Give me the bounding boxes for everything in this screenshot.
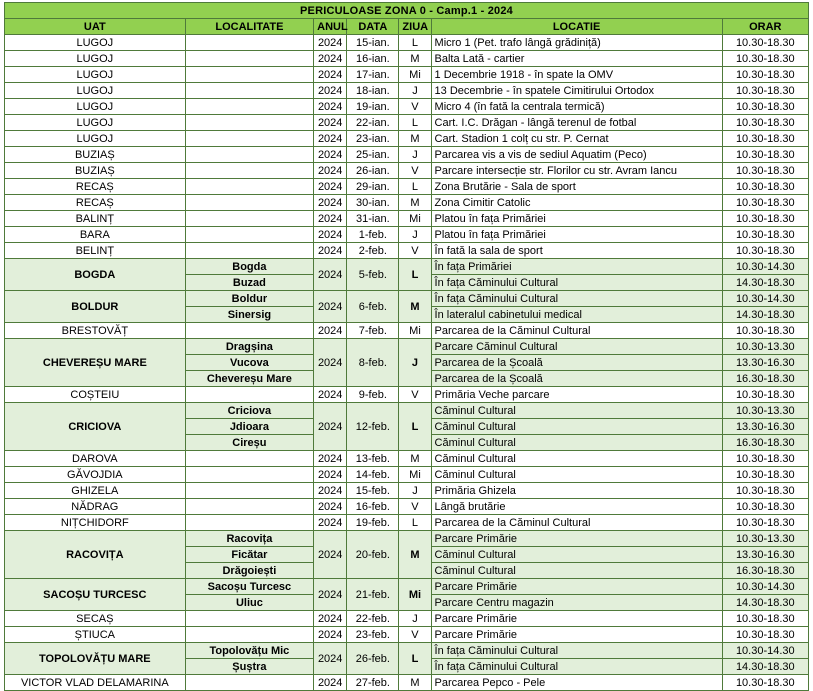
cell-ziua: L xyxy=(399,515,431,531)
cell-localitate xyxy=(185,323,313,339)
cell-localitate xyxy=(185,483,313,499)
table-row xyxy=(5,179,809,195)
cell-data: 19-ian. xyxy=(347,99,399,115)
cell-orar: 10.30-18.30 xyxy=(722,99,808,115)
cell-orar: 10.30-18.30 xyxy=(722,627,808,643)
cell-ziua: V xyxy=(399,163,431,179)
cell-orar: 10.30-18.30 xyxy=(722,515,808,531)
cell-orar: 10.30-18.30 xyxy=(722,483,808,499)
cell-ziua: M xyxy=(399,131,431,147)
cell-locatie: Platou în fața Primăriei xyxy=(431,227,722,243)
cell-data: 15-ian. xyxy=(347,35,399,51)
cell-data: 23-ian. xyxy=(347,131,399,147)
cell-uat: SACOȘU TURCESC xyxy=(5,579,186,611)
cell-ziua: V xyxy=(399,627,431,643)
cell-ziua: V xyxy=(399,499,431,515)
cell-anul: 2024 xyxy=(314,403,347,451)
table-row xyxy=(5,67,809,83)
column-header-ziua: ZIUA xyxy=(399,19,431,35)
cell-orar: 10.30-18.30 xyxy=(722,323,808,339)
cell-orar: 14.30-18.30 xyxy=(722,307,808,323)
cell-orar: 10.30-18.30 xyxy=(722,35,808,51)
cell-anul: 2024 xyxy=(314,131,347,147)
cell-orar: 10.30-18.30 xyxy=(722,179,808,195)
cell-uat: NĂDRAG xyxy=(5,499,186,515)
cell-anul: 2024 xyxy=(314,99,347,115)
cell-orar: 16.30-18.30 xyxy=(722,435,808,451)
cell-localitate xyxy=(185,179,313,195)
cell-uat: ȘTIUCA xyxy=(5,627,186,643)
cell-anul: 2024 xyxy=(314,499,347,515)
cell-anul: 2024 xyxy=(314,179,347,195)
cell-data: 18-ian. xyxy=(347,83,399,99)
title-row xyxy=(5,3,809,19)
cell-uat: CHEVEREȘU MARE xyxy=(5,339,186,387)
cell-locatie: Cart. Stadion 1 colț cu str. P. Cernat xyxy=(431,131,722,147)
cell-data: 22-feb. xyxy=(347,611,399,627)
cell-anul: 2024 xyxy=(314,227,347,243)
table-row xyxy=(5,243,809,259)
cell-orar: 10.30-18.30 xyxy=(722,147,808,163)
cell-orar: 10.30-18.30 xyxy=(722,499,808,515)
cell-orar: 10.30-18.30 xyxy=(722,611,808,627)
cell-uat: NIȚCHIDORF xyxy=(5,515,186,531)
column-header-orar: ORAR xyxy=(722,19,808,35)
cell-localitate: Șuștra xyxy=(185,659,313,675)
cell-locatie: Căminul Cultural xyxy=(431,563,722,579)
cell-locatie: Căminul Cultural xyxy=(431,467,722,483)
cell-locatie: Parcare Primărie xyxy=(431,531,722,547)
table-row xyxy=(5,115,809,131)
column-header-locatie: LOCATIE xyxy=(431,19,722,35)
cell-locatie: Căminul Cultural xyxy=(431,451,722,467)
cell-localitate xyxy=(185,131,313,147)
cell-ziua: M xyxy=(399,531,431,579)
cell-ziua: L xyxy=(399,259,431,291)
cell-ziua: J xyxy=(399,611,431,627)
cell-anul: 2024 xyxy=(314,531,347,579)
cell-localitate xyxy=(185,83,313,99)
cell-ziua: Mi xyxy=(399,323,431,339)
cell-data: 12-feb. xyxy=(347,403,399,451)
cell-localitate xyxy=(185,67,313,83)
cell-uat: BARA xyxy=(5,227,186,243)
cell-localitate xyxy=(185,467,313,483)
schedule-table xyxy=(4,2,809,691)
table-row xyxy=(5,499,809,515)
cell-anul: 2024 xyxy=(314,483,347,499)
cell-data: 7-feb. xyxy=(347,323,399,339)
cell-orar: 10.30-14.30 xyxy=(722,291,808,307)
cell-uat: BALINȚ xyxy=(5,211,186,227)
cell-uat: LUGOJ xyxy=(5,67,186,83)
cell-anul: 2024 xyxy=(314,147,347,163)
cell-anul: 2024 xyxy=(314,467,347,483)
cell-orar: 14.30-18.30 xyxy=(722,275,808,291)
cell-locatie: Primăria Ghizela xyxy=(431,483,722,499)
cell-anul: 2024 xyxy=(314,163,347,179)
cell-locatie: Primăria Veche parcare xyxy=(431,387,722,403)
cell-locatie: În fața Căminului Cultural xyxy=(431,291,722,307)
cell-orar: 10.30-13.30 xyxy=(722,403,808,419)
cell-localitate: Drăgoiești xyxy=(185,563,313,579)
cell-ziua: L xyxy=(399,643,431,675)
cell-locatie: Cart. I.C. Drăgan - lângă terenul de fotbal xyxy=(431,115,722,131)
cell-orar: 10.30-18.30 xyxy=(722,675,808,691)
cell-localitate xyxy=(185,387,313,403)
cell-localitate: Topolovățu Mic xyxy=(185,643,313,659)
cell-locatie: Parcarea de la Căminul Cultural xyxy=(431,323,722,339)
table-row xyxy=(5,51,809,67)
cell-data: 17-ian. xyxy=(347,67,399,83)
cell-ziua: M xyxy=(399,451,431,467)
table-row xyxy=(5,627,809,643)
cell-data: 22-ian. xyxy=(347,115,399,131)
cell-uat: BRESTOVĂȚ xyxy=(5,323,186,339)
cell-orar: 10.30-18.30 xyxy=(722,115,808,131)
cell-anul: 2024 xyxy=(314,387,347,403)
cell-anul: 2024 xyxy=(314,643,347,675)
cell-uat: LUGOJ xyxy=(5,99,186,115)
cell-data: 2-feb. xyxy=(347,243,399,259)
cell-localitate: Cireșu xyxy=(185,435,313,451)
cell-locatie: În fața Căminului Cultural xyxy=(431,275,722,291)
cell-anul: 2024 xyxy=(314,83,347,99)
cell-anul: 2024 xyxy=(314,211,347,227)
cell-locatie: În fată la sala de sport xyxy=(431,243,722,259)
cell-ziua: L xyxy=(399,403,431,451)
cell-data: 15-feb. xyxy=(347,483,399,499)
cell-uat: LUGOJ xyxy=(5,51,186,67)
cell-locatie: Parcarea de la Căminul Cultural xyxy=(431,515,722,531)
cell-anul: 2024 xyxy=(314,675,347,691)
cell-locatie: Parcarea Pepco - Pele xyxy=(431,675,722,691)
cell-data: 26-feb. xyxy=(347,643,399,675)
cell-uat: BUZIAȘ xyxy=(5,163,186,179)
cell-uat: BOLDUR xyxy=(5,291,186,323)
cell-orar: 10.30-18.30 xyxy=(722,451,808,467)
cell-localitate xyxy=(185,51,313,67)
cell-locatie: Parcarea de la Școală xyxy=(431,355,722,371)
cell-orar: 13.30-16.30 xyxy=(722,419,808,435)
table-row xyxy=(5,403,809,419)
cell-localitate: Uliuc xyxy=(185,595,313,611)
cell-orar: 10.30-13.30 xyxy=(722,531,808,547)
cell-uat: RECAȘ xyxy=(5,195,186,211)
cell-localitate xyxy=(185,227,313,243)
cell-uat: CRICIOVA xyxy=(5,403,186,451)
table-row xyxy=(5,227,809,243)
cell-orar: 10.30-18.30 xyxy=(722,67,808,83)
cell-orar: 10.30-18.30 xyxy=(722,83,808,99)
cell-locatie: Parcare Centru magazin xyxy=(431,595,722,611)
cell-anul: 2024 xyxy=(314,515,347,531)
cell-anul: 2024 xyxy=(314,579,347,611)
cell-locatie: Zona Cimitir Catolic xyxy=(431,195,722,211)
table-row xyxy=(5,259,809,275)
cell-locatie: Parcare Primărie xyxy=(431,579,722,595)
cell-data: 9-feb. xyxy=(347,387,399,403)
cell-uat: BOGDA xyxy=(5,259,186,291)
cell-localitate xyxy=(185,99,313,115)
cell-uat: TOPOLOVĂȚU MARE xyxy=(5,643,186,675)
cell-orar: 10.30-18.30 xyxy=(722,227,808,243)
cell-orar: 10.30-18.30 xyxy=(722,51,808,67)
cell-orar: 10.30-18.30 xyxy=(722,387,808,403)
cell-orar: 14.30-18.30 xyxy=(722,659,808,675)
table-row xyxy=(5,211,809,227)
cell-data: 21-feb. xyxy=(347,579,399,611)
cell-orar: 10.30-18.30 xyxy=(722,467,808,483)
cell-localitate xyxy=(185,243,313,259)
cell-localitate xyxy=(185,35,313,51)
cell-localitate xyxy=(185,611,313,627)
cell-data: 29-ian. xyxy=(347,179,399,195)
table-row xyxy=(5,515,809,531)
cell-localitate xyxy=(185,499,313,515)
cell-uat: LUGOJ xyxy=(5,83,186,99)
cell-ziua: L xyxy=(399,35,431,51)
table-row xyxy=(5,531,809,547)
cell-locatie: Platou în fața Primăriei xyxy=(431,211,722,227)
cell-anul: 2024 xyxy=(314,339,347,387)
cell-orar: 10.30-18.30 xyxy=(722,211,808,227)
cell-orar: 10.30-18.30 xyxy=(722,243,808,259)
cell-data: 16-ian. xyxy=(347,51,399,67)
cell-localitate: Jdioara xyxy=(185,419,313,435)
cell-uat: COȘTEIU xyxy=(5,387,186,403)
cell-locatie: 13 Decembrie - în spatele Cimitirului Ortodox xyxy=(431,83,722,99)
cell-localitate xyxy=(185,115,313,131)
cell-localitate: Chevereșu Mare xyxy=(185,371,313,387)
cell-data: 1-feb. xyxy=(347,227,399,243)
cell-ziua: V xyxy=(399,387,431,403)
cell-locatie: În lateralul cabinetului medical xyxy=(431,307,722,323)
cell-ziua: M xyxy=(399,195,431,211)
cell-uat: LUGOJ xyxy=(5,35,186,51)
cell-uat: RACOVIȚA xyxy=(5,531,186,579)
cell-data: 30-ian. xyxy=(347,195,399,211)
cell-locatie: În fața Căminului Cultural xyxy=(431,659,722,675)
cell-locatie: Parcare intersecție str. Florilor cu str. Avram Iancu xyxy=(431,163,722,179)
cell-localitate xyxy=(185,627,313,643)
cell-locatie: Căminul Cultural xyxy=(431,403,722,419)
cell-anul: 2024 xyxy=(314,611,347,627)
column-header-data: DATA xyxy=(347,19,399,35)
cell-localitate: Dragșina xyxy=(185,339,313,355)
cell-data: 31-ian. xyxy=(347,211,399,227)
cell-localitate xyxy=(185,211,313,227)
table-row xyxy=(5,579,809,595)
cell-orar: 10.30-14.30 xyxy=(722,579,808,595)
cell-data: 26-ian. xyxy=(347,163,399,179)
table-row xyxy=(5,611,809,627)
cell-localitate: Bogda xyxy=(185,259,313,275)
cell-orar: 16.30-18.30 xyxy=(722,563,808,579)
cell-anul: 2024 xyxy=(314,67,347,83)
cell-ziua: Mi xyxy=(399,67,431,83)
cell-ziua: Mi xyxy=(399,467,431,483)
table-row xyxy=(5,195,809,211)
cell-ziua: V xyxy=(399,243,431,259)
cell-localitate xyxy=(185,515,313,531)
table-row xyxy=(5,483,809,499)
cell-localitate xyxy=(185,147,313,163)
cell-anul: 2024 xyxy=(314,51,347,67)
cell-ziua: J xyxy=(399,339,431,387)
cell-localitate xyxy=(185,675,313,691)
cell-localitate: Sinersig xyxy=(185,307,313,323)
cell-orar: 10.30-14.30 xyxy=(722,259,808,275)
cell-localitate: Criciova xyxy=(185,403,313,419)
cell-data: 5-feb. xyxy=(347,259,399,291)
cell-locatie: În fața Primăriei xyxy=(431,259,722,275)
column-header-localitate: LOCALITATE xyxy=(185,19,313,35)
table-row xyxy=(5,99,809,115)
table-row xyxy=(5,323,809,339)
cell-uat: BUZIAȘ xyxy=(5,147,186,163)
cell-locatie: Parcarea de la Școală xyxy=(431,371,722,387)
cell-anul: 2024 xyxy=(314,35,347,51)
page-title: PERICULOASE ZONA 0 - Camp.1 - 2024 xyxy=(5,3,809,19)
cell-anul: 2024 xyxy=(314,627,347,643)
cell-ziua: M xyxy=(399,675,431,691)
cell-localitate xyxy=(185,195,313,211)
cell-uat: GHIZELA xyxy=(5,483,186,499)
table-row xyxy=(5,35,809,51)
cell-data: 14-feb. xyxy=(347,467,399,483)
cell-ziua: J xyxy=(399,147,431,163)
cell-locatie: Parcare Căminul Cultural xyxy=(431,339,722,355)
cell-locatie: Parcare Primărie xyxy=(431,611,722,627)
cell-localitate xyxy=(185,163,313,179)
cell-data: 19-feb. xyxy=(347,515,399,531)
table-row xyxy=(5,451,809,467)
cell-locatie: În fața Căminului Cultural xyxy=(431,643,722,659)
cell-ziua: M xyxy=(399,51,431,67)
cell-data: 27-feb. xyxy=(347,675,399,691)
cell-localitate: Racovița xyxy=(185,531,313,547)
table-row xyxy=(5,675,809,691)
cell-uat: GĂVOJDIA xyxy=(5,467,186,483)
cell-localitate: Ficătar xyxy=(185,547,313,563)
cell-uat: DAROVA xyxy=(5,451,186,467)
table-row xyxy=(5,467,809,483)
cell-ziua: L xyxy=(399,179,431,195)
cell-orar: 10.30-13.30 xyxy=(722,339,808,355)
table-row xyxy=(5,131,809,147)
cell-locatie: Parcarea vis a vis de sediul Aquatim (Peco) xyxy=(431,147,722,163)
cell-locatie: Căminul Cultural xyxy=(431,419,722,435)
cell-ziua: M xyxy=(399,291,431,323)
cell-locatie: 1 Decembrie 1918 - în spate la OMV xyxy=(431,67,722,83)
cell-anul: 2024 xyxy=(314,195,347,211)
column-header-anul: ANUL xyxy=(314,19,347,35)
cell-orar: 16.30-18.30 xyxy=(722,371,808,387)
cell-locatie: Micro 1 (Pet. trafo lângă grădiniță) xyxy=(431,35,722,51)
table-body xyxy=(5,3,809,691)
cell-locatie: Lângă brutărie xyxy=(431,499,722,515)
cell-orar: 13.30-16.30 xyxy=(722,547,808,563)
table-row xyxy=(5,83,809,99)
cell-data: 23-feb. xyxy=(347,627,399,643)
cell-ziua: J xyxy=(399,83,431,99)
cell-uat: SECAȘ xyxy=(5,611,186,627)
cell-ziua: J xyxy=(399,227,431,243)
cell-locatie: Zona Brutărie - Sala de sport xyxy=(431,179,722,195)
cell-ziua: Mi xyxy=(399,579,431,611)
table-row xyxy=(5,291,809,307)
cell-ziua: J xyxy=(399,483,431,499)
cell-anul: 2024 xyxy=(314,451,347,467)
cell-uat: LUGOJ xyxy=(5,131,186,147)
cell-locatie: Parcare Primărie xyxy=(431,627,722,643)
cell-localitate: Sacoșu Turcesc xyxy=(185,579,313,595)
table-row xyxy=(5,387,809,403)
table-row xyxy=(5,163,809,179)
cell-data: 16-feb. xyxy=(347,499,399,515)
cell-locatie: Căminul Cultural xyxy=(431,547,722,563)
cell-ziua: L xyxy=(399,115,431,131)
column-header-uat: UAT xyxy=(5,19,186,35)
header-row xyxy=(5,19,809,35)
cell-orar: 13.30-16.30 xyxy=(722,355,808,371)
table-row xyxy=(5,643,809,659)
cell-data: 8-feb. xyxy=(347,339,399,387)
cell-ziua: Mi xyxy=(399,211,431,227)
cell-data: 20-feb. xyxy=(347,531,399,579)
cell-anul: 2024 xyxy=(314,115,347,131)
cell-data: 13-feb. xyxy=(347,451,399,467)
cell-data: 25-ian. xyxy=(347,147,399,163)
table-row xyxy=(5,147,809,163)
cell-orar: 10.30-18.30 xyxy=(722,131,808,147)
cell-anul: 2024 xyxy=(314,291,347,323)
cell-data: 6-feb. xyxy=(347,291,399,323)
cell-orar: 10.30-18.30 xyxy=(722,195,808,211)
table-row xyxy=(5,339,809,355)
cell-localitate: Vucova xyxy=(185,355,313,371)
cell-uat: BELINȚ xyxy=(5,243,186,259)
cell-anul: 2024 xyxy=(314,243,347,259)
cell-uat: LUGOJ xyxy=(5,115,186,131)
cell-orar: 10.30-18.30 xyxy=(722,163,808,179)
cell-anul: 2024 xyxy=(314,323,347,339)
cell-localitate: Buzad xyxy=(185,275,313,291)
cell-locatie: Balta Lată - cartier xyxy=(431,51,722,67)
cell-locatie: Micro 4 (în fată la centrala termică) xyxy=(431,99,722,115)
cell-localitate: Boldur xyxy=(185,291,313,307)
cell-uat: VICTOR VLAD DELAMARINA xyxy=(5,675,186,691)
cell-anul: 2024 xyxy=(314,259,347,291)
cell-uat: RECAȘ xyxy=(5,179,186,195)
cell-localitate xyxy=(185,451,313,467)
cell-orar: 10.30-14.30 xyxy=(722,643,808,659)
cell-orar: 14.30-18.30 xyxy=(722,595,808,611)
cell-ziua: V xyxy=(399,99,431,115)
cell-locatie: Căminul Cultural xyxy=(431,435,722,451)
